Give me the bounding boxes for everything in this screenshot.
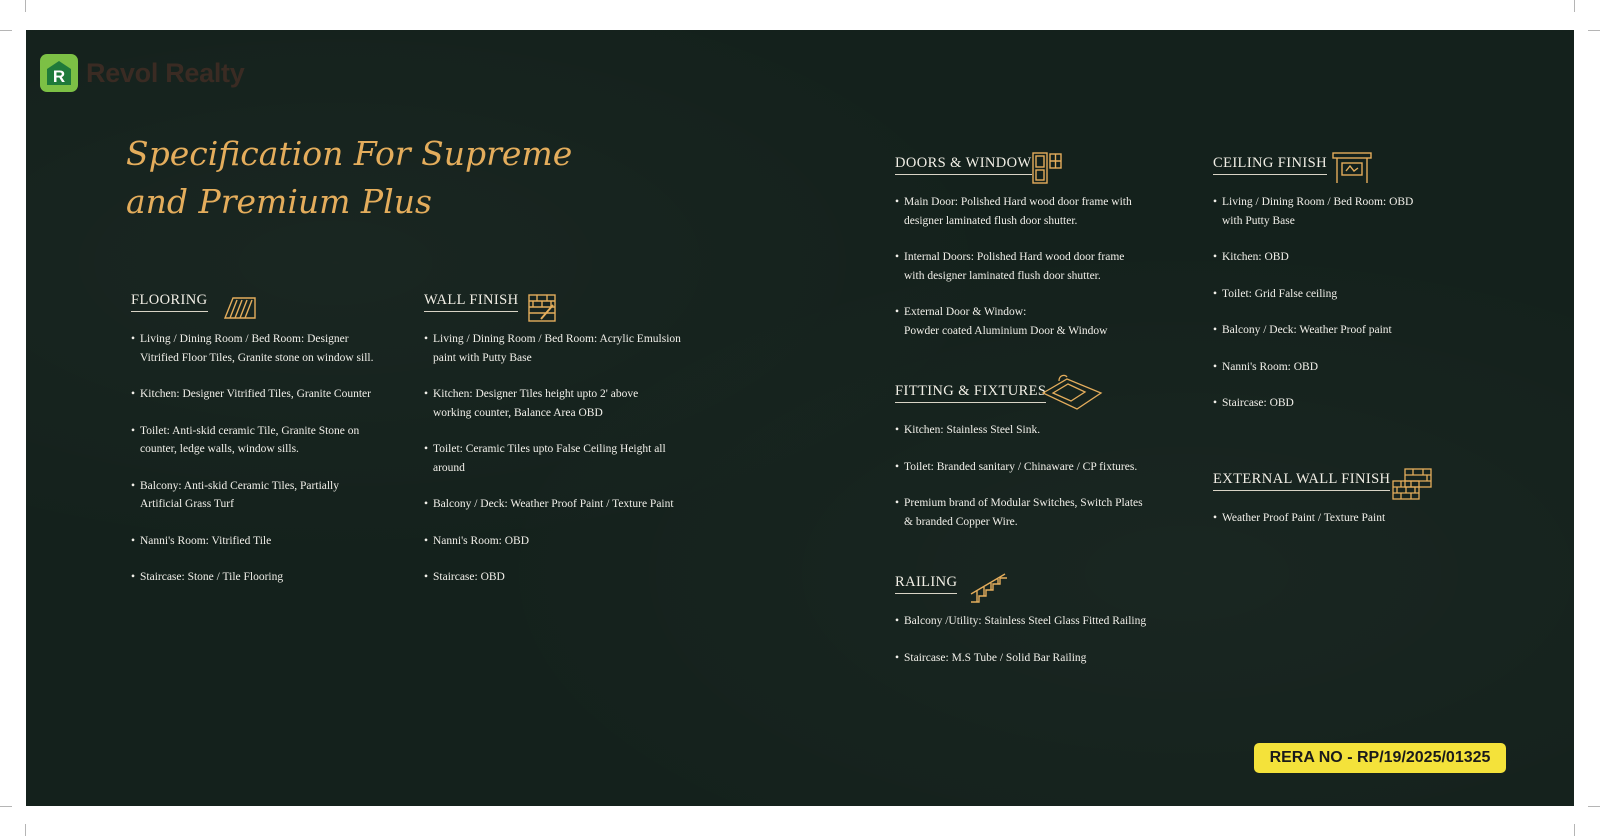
list-item: • Staircase: OBD: [424, 568, 704, 587]
list-item: • Balcony / Deck: Weather Proof paint: [1213, 321, 1473, 340]
logo-mark-icon: [40, 54, 78, 92]
section-railing: [895, 574, 1185, 667]
list-item: • Premium brand of Modular Switches, Switch Plates & branded Copper Wire.: [895, 494, 1185, 531]
section-ceiling-finish: [1213, 155, 1473, 413]
list-item: • Balcony /Utility: Stainless Steel Glass Fitted Railing: [895, 612, 1185, 631]
list-item: • Weather Proof Paint / Texture Paint: [1213, 509, 1513, 528]
crop-mark: [1588, 806, 1600, 807]
crop-mark: [1588, 30, 1600, 31]
list-item: • Staircase: Stone / Tile Flooring: [131, 568, 401, 587]
title-line-2: and Premium Plus: [126, 182, 432, 221]
section-heading: FITTING & FIXTURES: [895, 383, 1046, 403]
crop-mark: [25, 824, 26, 836]
wall-finish-icon: [527, 293, 557, 323]
section-flooring: [131, 292, 401, 587]
list-item: • Living / Dining Room / Bed Room: OBD with Putty Base: [1213, 193, 1473, 230]
brand-logo: [40, 54, 244, 92]
flooring-icon: [221, 294, 257, 322]
staircase-railing-icon: [969, 572, 1009, 604]
title-line-1: Specification For Supreme: [126, 134, 573, 173]
list-item: • Living / Dining Room / Bed Room: Acrylic Emulsion paint with Putty Base: [424, 330, 704, 367]
section-heading: EXTERNAL WALL FINISH: [1213, 471, 1390, 491]
brand-name: Revol Realty: [86, 57, 245, 88]
list-item: • Nanni's Room: Vitrified Tile: [131, 532, 401, 551]
section-heading: WALL FINISH: [424, 292, 518, 312]
crop-mark: [0, 30, 12, 31]
section-heading: FLOORING: [131, 292, 208, 312]
section-doors-window: [895, 155, 1175, 340]
list-item: • Kitchen: Designer Tiles height upto 2' above working counter, Balance Area OBD: [424, 385, 704, 422]
section-heading: RAILING: [895, 574, 957, 594]
list-item: • Staircase: OBD: [1213, 394, 1473, 413]
list-item: • Nanni's Room: OBD: [424, 532, 704, 551]
list-item: • Living / Dining Room / Bed Room: Designer Vitrified Floor Tiles, Granite stone on window sill.: [131, 330, 401, 367]
crop-mark: [1574, 0, 1575, 12]
door-window-icon: [1030, 151, 1064, 185]
spec-panel: [26, 30, 1574, 806]
list-item: • Toilet: Branded sanitary / Chinaware / CP fixtures.: [895, 458, 1185, 477]
list-item: • Internal Doors: Polished Hard wood door frame with designer laminated flush door shutter.: [895, 248, 1175, 285]
svg-text:R: R: [52, 67, 66, 86]
page-title: [126, 130, 646, 226]
crop-mark: [0, 806, 12, 807]
list-item: • Toilet: Ceramic Tiles upto False Ceiling Height all around: [424, 440, 704, 477]
section-external-wall-finish: [1213, 471, 1513, 528]
list-item: • Kitchen: OBD: [1213, 248, 1473, 267]
list-item: • Nanni's Room: OBD: [1213, 358, 1473, 377]
rera-badge: RERA NO - RP/19/2025/01325: [1254, 743, 1506, 773]
section-fitting-fixtures: [895, 383, 1185, 531]
crop-mark: [1574, 824, 1575, 836]
section-heading: DOORS & WINDOW: [895, 155, 1032, 175]
list-item: • Kitchen: Stainless Steel Sink.: [895, 421, 1185, 440]
ceiling-icon: [1331, 151, 1373, 185]
list-item: • Toilet: Anti-skid ceramic Tile, Granite Stone on counter, ledge walls, window sills.: [131, 422, 401, 459]
list-item: • Kitchen: Designer Vitrified Tiles, Granite Counter: [131, 385, 401, 404]
list-item: • External Door & Window: Powder coated Aluminium Door & Window: [895, 303, 1175, 340]
list-item: • Balcony / Deck: Weather Proof Paint / Texture Paint: [424, 495, 704, 514]
section-heading: CEILING FINISH: [1213, 155, 1327, 175]
list-item: • Staircase: M.S Tube / Solid Bar Railing: [895, 649, 1185, 668]
crop-mark: [25, 0, 26, 12]
brick-wall-icon: [1391, 467, 1433, 501]
list-item: • Balcony: Anti-skid Ceramic Tiles, Partially Artificial Grass Turf: [131, 477, 401, 514]
list-item: • Toilet: Grid False ceiling: [1213, 285, 1473, 304]
sink-icon: [1041, 371, 1103, 413]
list-item: • Main Door: Polished Hard wood door frame with designer laminated flush door shutter.: [895, 193, 1175, 230]
section-wall-finish: [424, 292, 704, 587]
